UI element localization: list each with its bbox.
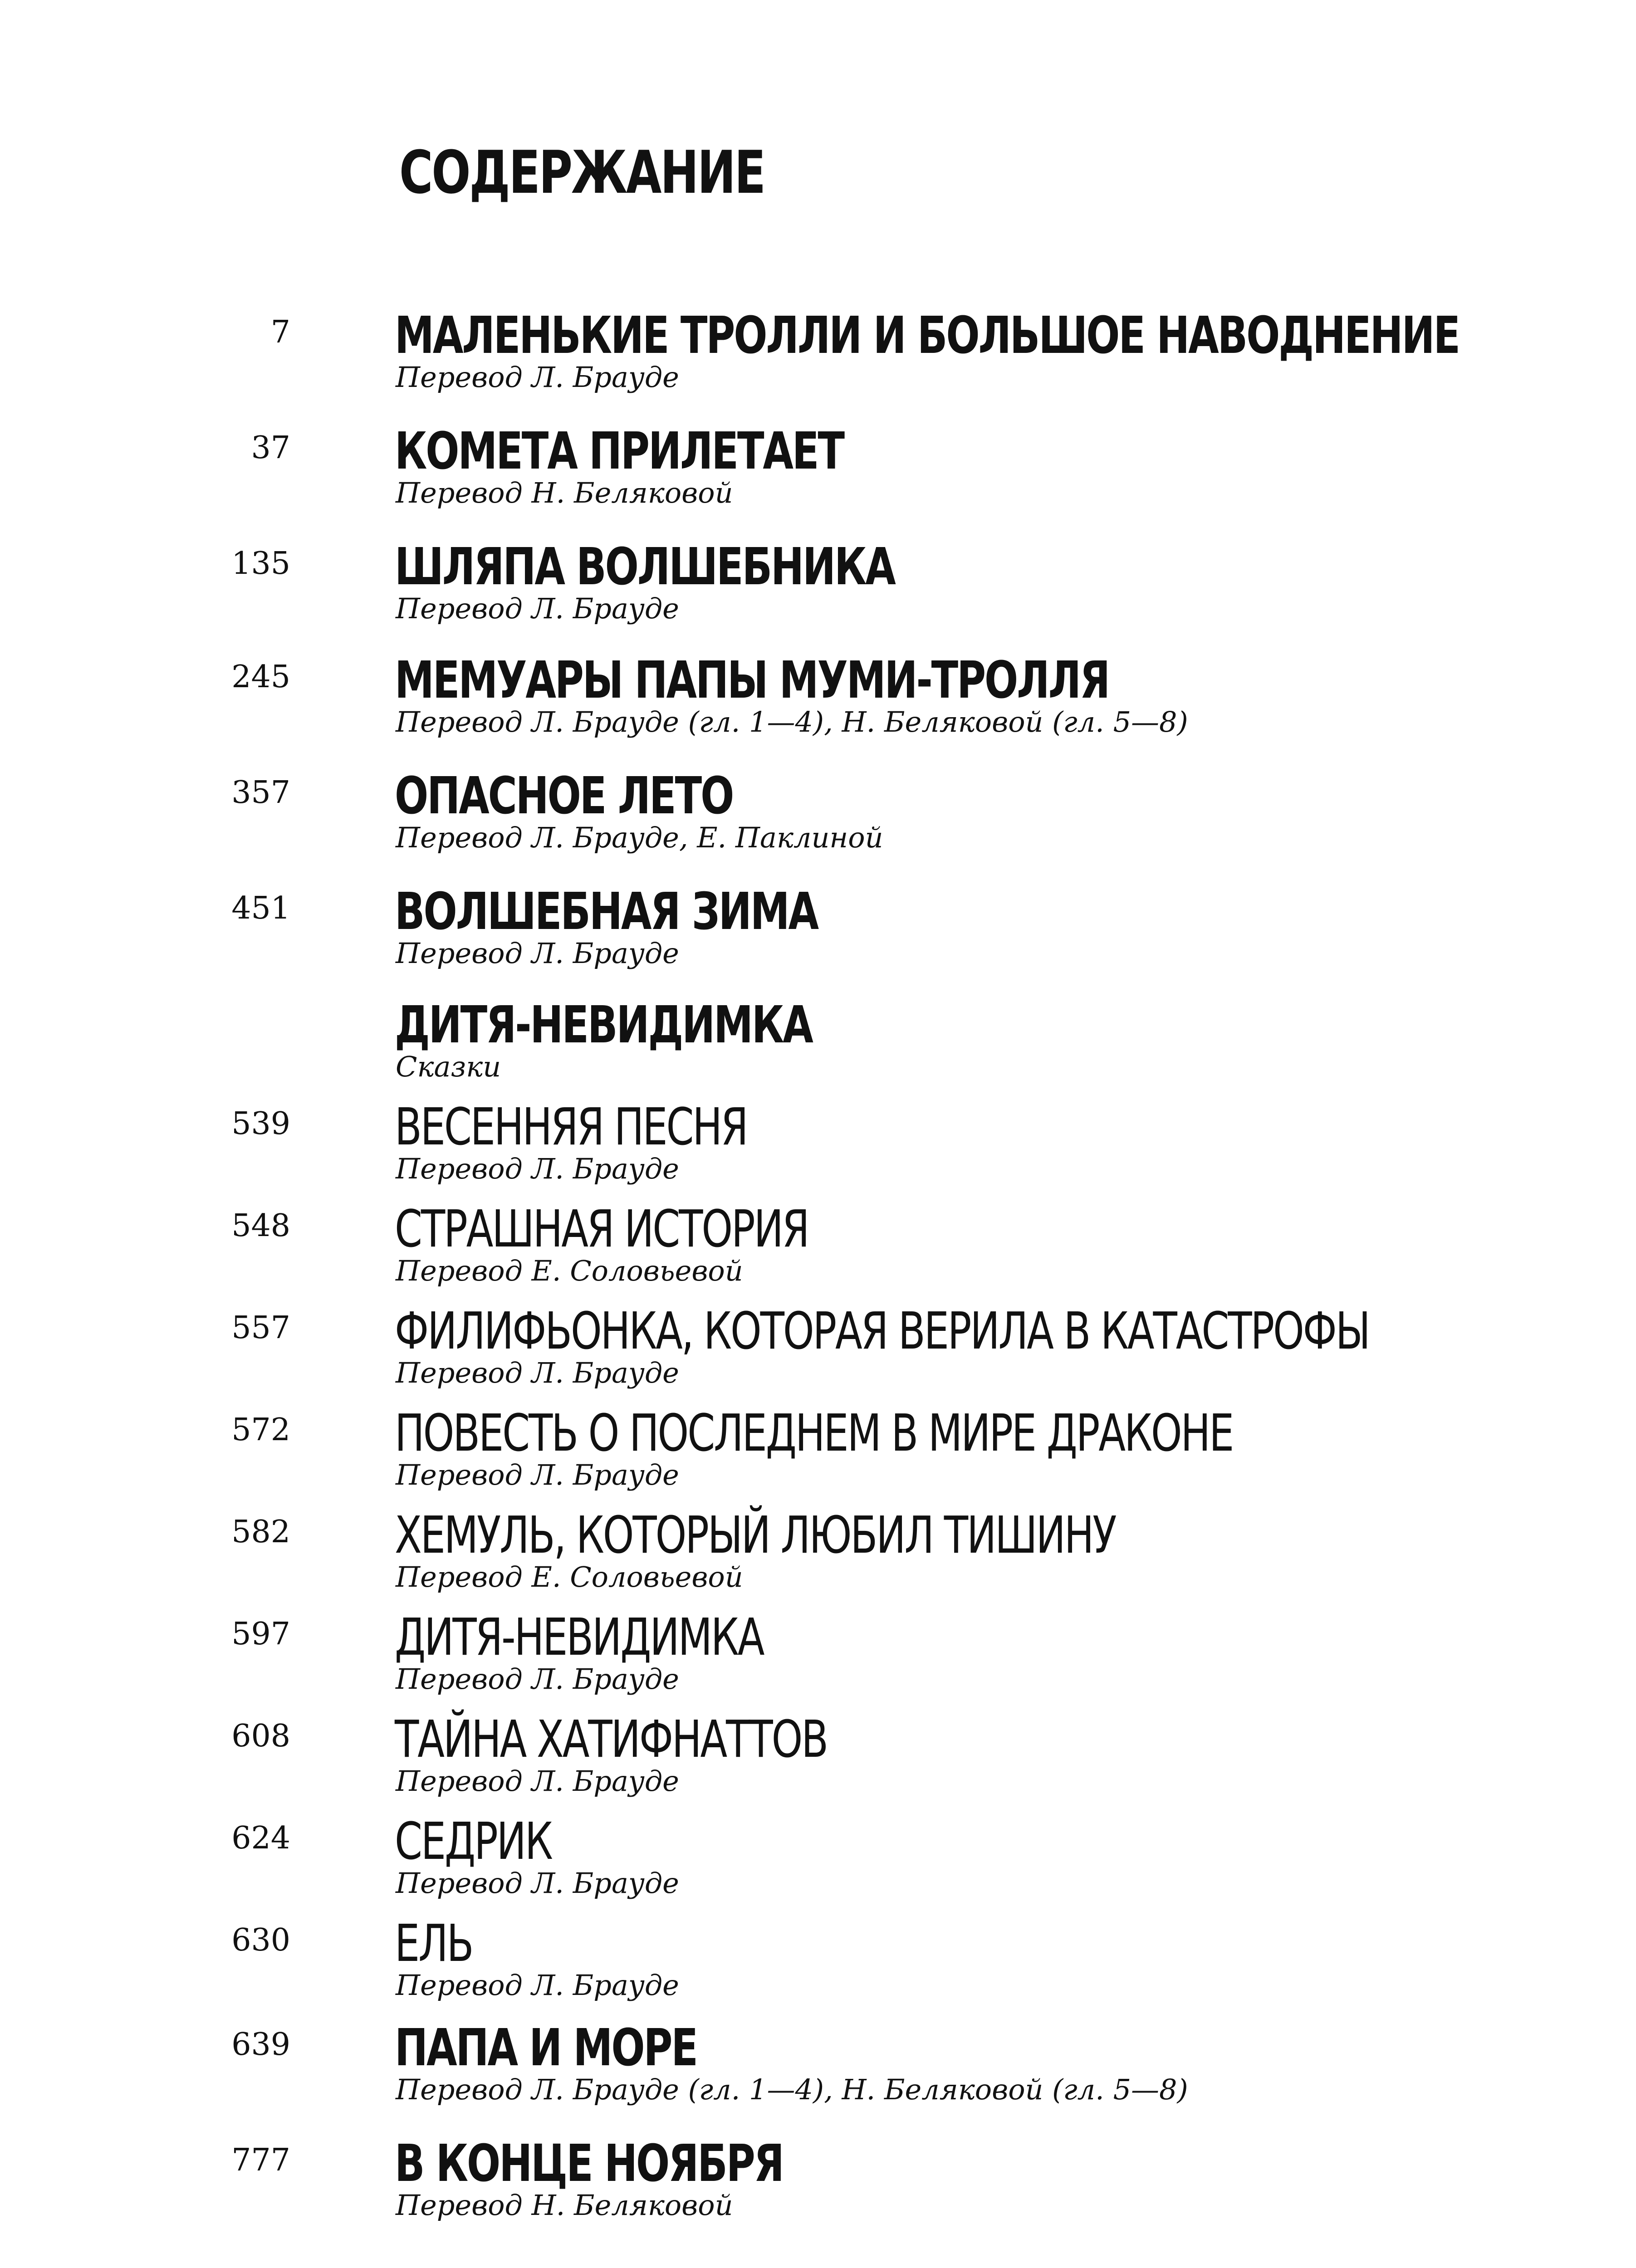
entry-translator: Перевод Л. Брауде xyxy=(396,1867,679,1900)
entry-title: ДИТЯ-НЕВИДИМКА xyxy=(395,1608,764,1667)
section-title: ДИТЯ-НЕВИДИМКА xyxy=(395,996,812,1055)
entry-title: ФИЛИФЬОНКА, КОТОРАЯ ВЕРИЛА В КАТАСТРОФЫ xyxy=(395,1302,1369,1361)
page-number: 357 xyxy=(231,775,290,811)
entry-translator: Перевод Л. Брауде xyxy=(396,1356,679,1389)
page-number: 451 xyxy=(231,890,290,926)
entry-translator: Перевод Н. Беляковой xyxy=(396,2189,733,2222)
section-subtitle: Сказки xyxy=(396,1050,501,1083)
page-number: 539 xyxy=(231,1106,290,1142)
page-number: 245 xyxy=(231,659,290,695)
entry-title: ОПАСНОЕ ЛЕТО xyxy=(395,767,733,826)
entry-translator: Перевод Л. Брауде xyxy=(396,1152,679,1185)
entry-title: ВЕСЕННЯЯ ПЕСНЯ xyxy=(395,1098,747,1157)
page-number: 630 xyxy=(231,1922,290,1958)
page-number: 597 xyxy=(231,1616,290,1652)
entry-title: ПОВЕСТЬ О ПОСЛЕДНЕМ В МИРЕ ДРАКОНЕ xyxy=(395,1404,1233,1463)
page-number: 7 xyxy=(270,314,290,350)
page-number: 548 xyxy=(231,1208,290,1244)
entry-translator: Перевод Л. Брауде (гл. 1—4), Н. Беляковой (гл. 5—8) xyxy=(396,705,1188,738)
entry-title: МЕМУАРЫ ПАПЫ МУМИ-ТРОЛЛЯ xyxy=(395,651,1109,710)
page-number: 582 xyxy=(231,1514,290,1550)
entry-title: СТРАШНАЯ ИСТОРИЯ xyxy=(395,1200,808,1259)
entry-translator: Перевод Л. Брауде (гл. 1—4), Н. Беляковой (гл. 5—8) xyxy=(396,2073,1188,2106)
entry-title: МАЛЕНЬКИЕ ТРОЛЛИ И БОЛЬШОЕ НАВОДНЕНИЕ xyxy=(395,306,1460,365)
entry-translator: Перевод Л. Брауде, Е. Паклиной xyxy=(396,821,883,854)
entry-title: В КОНЦЕ НОЯБРЯ xyxy=(395,2134,783,2193)
entry-title: ВОЛШЕБНАЯ ЗИМА xyxy=(395,882,818,941)
entry-title: ХЕМУЛЬ, КОТОРЫЙ ЛЮБИЛ ТИШИНУ xyxy=(395,1506,1116,1565)
entry-translator: Перевод Л. Брауде xyxy=(396,592,679,625)
entry-title: СЕДРИК xyxy=(395,1812,552,1871)
page-number: 135 xyxy=(231,546,290,582)
page-number: 777 xyxy=(231,2142,290,2178)
entry-translator: Перевод Н. Беляковой xyxy=(396,476,733,509)
entry-translator: Перевод Л. Брауде xyxy=(396,361,679,394)
entry-title: ЕЛЬ xyxy=(395,1914,473,1973)
page-number: 37 xyxy=(251,430,290,466)
page-number: 639 xyxy=(231,2027,290,2063)
entry-title: КОМЕТА ПРИЛЕТАЕТ xyxy=(395,422,843,481)
page-title: СОДЕРЖАНИЕ xyxy=(399,138,764,207)
entry-translator: Перевод Л. Брауде xyxy=(396,1458,679,1491)
page-number: 572 xyxy=(231,1412,290,1448)
entry-translator: Перевод Л. Брауде xyxy=(396,1662,679,1696)
entry-title: ПАПА И МОРЕ xyxy=(395,2019,697,2077)
page-number: 557 xyxy=(231,1310,290,1346)
page-number: 608 xyxy=(231,1718,290,1754)
entry-title: ШЛЯПА ВОЛШЕБНИКА xyxy=(395,538,895,596)
entry-title: ТАЙНА ХАТИФНАТТОВ xyxy=(395,1710,828,1769)
entry-translator: Перевод Л. Брауде xyxy=(396,1969,679,2002)
entry-translator: Перевод Л. Брауде xyxy=(396,937,679,970)
entry-translator: Перевод Л. Брауде xyxy=(396,1765,679,1798)
entry-translator: Перевод Е. Соловьевой xyxy=(396,1560,743,1593)
entry-translator: Перевод Е. Соловьевой xyxy=(396,1254,743,1287)
page-number: 624 xyxy=(231,1820,290,1856)
